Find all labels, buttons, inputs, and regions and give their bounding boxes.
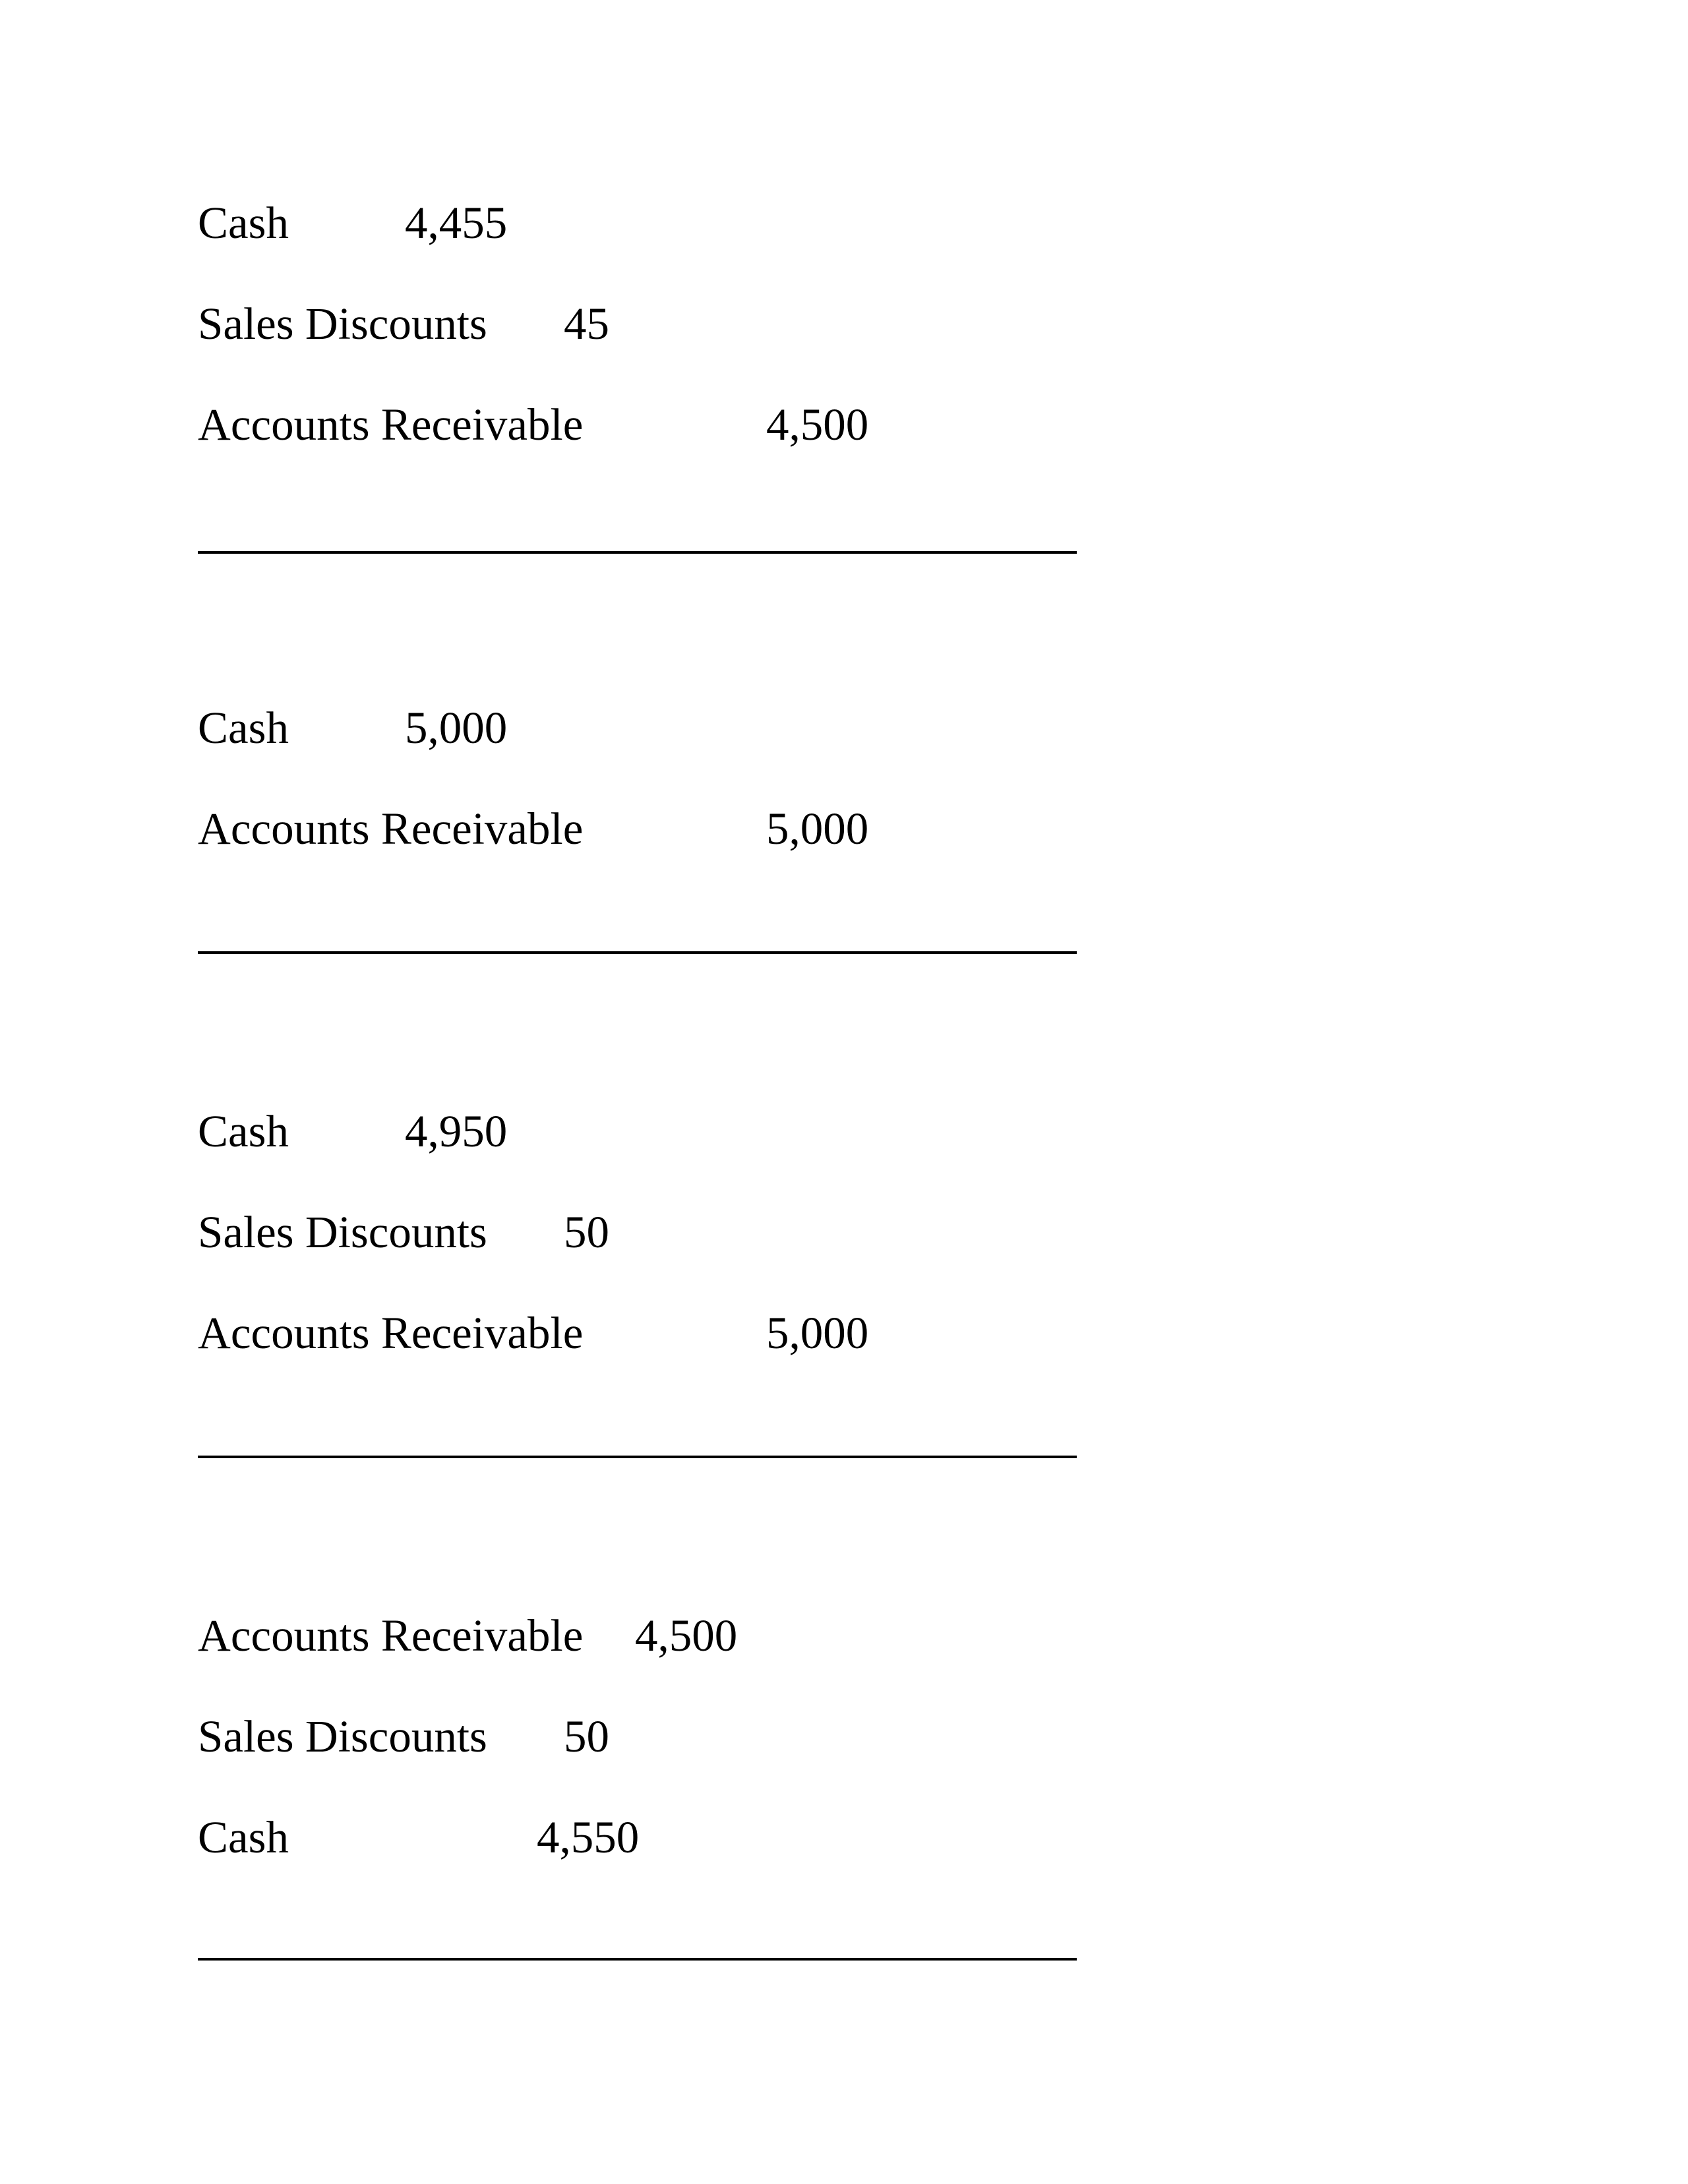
entry-1-line-1-amount: 4,455 [405, 198, 508, 248]
entry-1-line-3-account: Accounts Receivable [198, 399, 584, 450]
entry-2-line-1-account: Cash [198, 703, 289, 753]
entry-2-separator-line [198, 951, 1077, 954]
entry-3-line-1-account: Cash [198, 1106, 289, 1156]
entry-2-line-2-account: Accounts Receivable [198, 804, 584, 854]
entry-4-line-3-amount: 4,550 [537, 1812, 640, 1862]
entry-4-line-3-account: Cash [198, 1812, 289, 1862]
entry-3-line-3-account: Accounts Receivable [198, 1308, 584, 1358]
entry-4-line-1-account: Accounts Receivable [198, 1610, 584, 1661]
entry-4-separator-line [198, 1958, 1077, 1961]
entry-2-line-2-amount: 5,000 [766, 804, 869, 854]
entry-1-line-2-amount: 45 [564, 299, 609, 349]
entry-3-line-1-amount: 4,950 [405, 1106, 508, 1156]
entry-1-line-1-account: Cash [198, 198, 289, 248]
entry-2-line-1-amount: 5,000 [405, 703, 508, 753]
entry-3-line-3-amount: 5,000 [766, 1308, 869, 1358]
entry-4-line-1-amount: 4,500 [635, 1610, 738, 1661]
entry-3-line-2-amount: 50 [564, 1207, 609, 1257]
entry-3-separator-line [198, 1456, 1077, 1458]
entry-4-line-2-account: Sales Discounts [198, 1711, 487, 1761]
entry-1-separator-line [198, 551, 1077, 554]
entry-1-line-3-amount: 4,500 [766, 399, 869, 450]
entry-1-line-2-account: Sales Discounts [198, 299, 487, 349]
entry-4-line-2-amount: 50 [564, 1711, 609, 1761]
entry-3-line-2-account: Sales Discounts [198, 1207, 487, 1257]
